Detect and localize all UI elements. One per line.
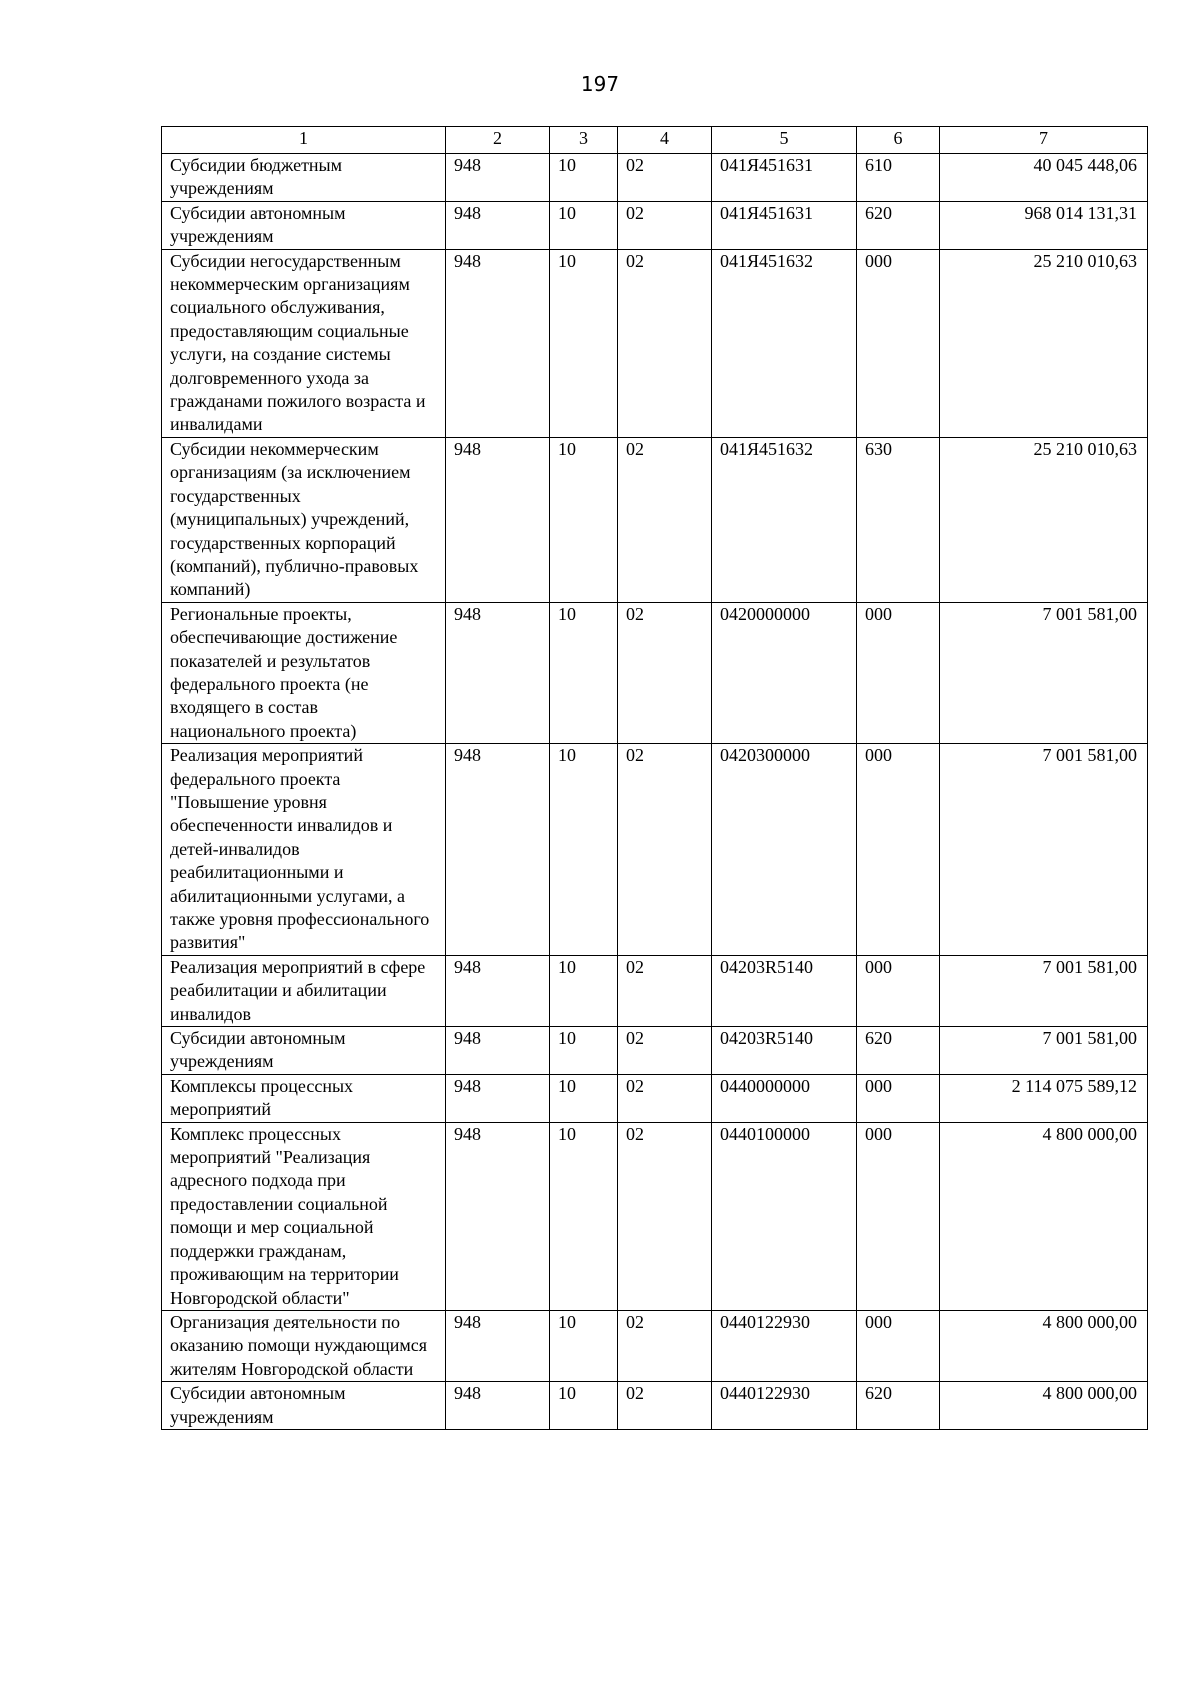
header-row [162, 127, 1148, 154]
table-row [162, 201, 1148, 249]
column-header-2: 2 [446, 127, 550, 154]
table-row [162, 1074, 1148, 1122]
row-section: 10 [550, 1382, 618, 1430]
row-subsection: 02 [618, 249, 712, 437]
row-amount: 40 045 448,06 [940, 154, 1148, 202]
row-section: 10 [550, 602, 618, 743]
row-expense-type: 000 [857, 1122, 940, 1310]
column-header-3: 3 [550, 127, 618, 154]
table-row [162, 955, 1148, 1026]
row-admin-code: 948 [446, 154, 550, 202]
table-row [162, 1122, 1148, 1310]
row-section: 10 [550, 201, 618, 249]
table-row [162, 1310, 1148, 1381]
table-row [162, 437, 1148, 602]
row-admin-code: 948 [446, 1382, 550, 1430]
row-amount: 4 800 000,00 [940, 1122, 1148, 1310]
table-row [162, 154, 1148, 202]
row-expense-type: 000 [857, 602, 940, 743]
row-section: 10 [550, 1122, 618, 1310]
row-name: Субсидии некоммерческим организациям (за исключением государственных (муниципальных) учреждений, государственных корпораций (компаний), публично-правовых компаний) [162, 437, 446, 602]
column-header-1: 1 [162, 127, 446, 154]
row-subsection: 02 [618, 437, 712, 602]
row-admin-code: 948 [446, 249, 550, 437]
row-amount: 7 001 581,00 [940, 1027, 1148, 1075]
row-target-article: 041Я451632 [712, 437, 857, 602]
row-expense-type: 620 [857, 201, 940, 249]
row-amount: 7 001 581,00 [940, 602, 1148, 743]
row-target-article: 0440000000 [712, 1074, 857, 1122]
column-header-7: 7 [940, 127, 1148, 154]
row-admin-code: 948 [446, 744, 550, 956]
row-name: Субсидии автономным учреждениям [162, 201, 446, 249]
row-subsection: 02 [618, 955, 712, 1026]
row-expense-type: 630 [857, 437, 940, 602]
row-expense-type: 610 [857, 154, 940, 202]
row-subsection: 02 [618, 1074, 712, 1122]
row-target-article: 0440122930 [712, 1382, 857, 1430]
row-name: Организация деятельности по оказанию помощи нуждающимся жителям Новгородской области [162, 1310, 446, 1381]
row-subsection: 02 [618, 154, 712, 202]
row-section: 10 [550, 1074, 618, 1122]
table-row [162, 1382, 1148, 1430]
table-header [162, 127, 1148, 154]
table-row [162, 744, 1148, 956]
row-target-article: 04203R5140 [712, 955, 857, 1026]
row-name: Субсидии бюджетным учреждениям [162, 154, 446, 202]
row-name: Субсидии негосударственным некоммерческим организациям социального обслуживания, предоставляющим социальные услуги, на создание системы долговременного ухода за гражданами пожилого возраста и инвалидами [162, 249, 446, 437]
table-row [162, 602, 1148, 743]
row-target-article: 0420000000 [712, 602, 857, 743]
row-admin-code: 948 [446, 201, 550, 249]
row-amount: 7 001 581,00 [940, 744, 1148, 956]
column-header-4: 4 [618, 127, 712, 154]
row-amount: 4 800 000,00 [940, 1310, 1148, 1381]
budget-table [161, 126, 1148, 1430]
row-name: Субсидии автономным учреждениям [162, 1027, 446, 1075]
row-subsection: 02 [618, 1310, 712, 1381]
column-header-6: 6 [857, 127, 940, 154]
table-body [162, 154, 1148, 1430]
row-subsection: 02 [618, 1122, 712, 1310]
row-expense-type: 000 [857, 1074, 940, 1122]
row-amount: 25 210 010,63 [940, 437, 1148, 602]
row-admin-code: 948 [446, 437, 550, 602]
row-target-article: 0420300000 [712, 744, 857, 956]
row-subsection: 02 [618, 1027, 712, 1075]
row-amount: 25 210 010,63 [940, 249, 1148, 437]
row-admin-code: 948 [446, 1122, 550, 1310]
row-admin-code: 948 [446, 1310, 550, 1381]
row-expense-type: 620 [857, 1382, 940, 1430]
row-name: Комплекс процессных мероприятий "Реализация адресного подхода при предоставлении социальной помощи и мер социальной поддержки гражданам, проживающим на территории Новгородской области" [162, 1122, 446, 1310]
row-expense-type: 000 [857, 1310, 940, 1381]
row-section: 10 [550, 437, 618, 602]
row-expense-type: 620 [857, 1027, 940, 1075]
column-header-5: 5 [712, 127, 857, 154]
row-name: Региональные проекты, обеспечивающие достижение показателей и результатов федерального проекта (не входящего в состав национального проекта) [162, 602, 446, 743]
row-section: 10 [550, 1310, 618, 1381]
row-target-article: 0440122930 [712, 1310, 857, 1381]
row-subsection: 02 [618, 744, 712, 956]
row-expense-type: 000 [857, 955, 940, 1026]
row-subsection: 02 [618, 602, 712, 743]
table-row [162, 249, 1148, 437]
row-subsection: 02 [618, 1382, 712, 1430]
row-target-article: 04203R5140 [712, 1027, 857, 1075]
row-amount: 4 800 000,00 [940, 1382, 1148, 1430]
row-section: 10 [550, 955, 618, 1026]
row-subsection: 02 [618, 201, 712, 249]
row-admin-code: 948 [446, 602, 550, 743]
row-expense-type: 000 [857, 744, 940, 956]
row-target-article: 041Я451632 [712, 249, 857, 437]
row-name: Реализация мероприятий федерального проекта "Повышение уровня обеспеченности инвалидов и детей-инвалидов реабилитационными и абилитационными услугами, а также уровня профессионального развития" [162, 744, 446, 956]
row-target-article: 041Я451631 [712, 154, 857, 202]
row-section: 10 [550, 154, 618, 202]
row-target-article: 041Я451631 [712, 201, 857, 249]
row-amount: 7 001 581,00 [940, 955, 1148, 1026]
row-section: 10 [550, 744, 618, 956]
row-admin-code: 948 [446, 955, 550, 1026]
row-expense-type: 000 [857, 249, 940, 437]
row-admin-code: 948 [446, 1074, 550, 1122]
row-amount: 2 114 075 589,12 [940, 1074, 1148, 1122]
row-target-article: 0440100000 [712, 1122, 857, 1310]
row-admin-code: 948 [446, 1027, 550, 1075]
row-section: 10 [550, 1027, 618, 1075]
row-name: Комплексы процессных мероприятий [162, 1074, 446, 1122]
row-amount: 968 014 131,31 [940, 201, 1148, 249]
row-name: Субсидии автономным учреждениям [162, 1382, 446, 1430]
row-name: Реализация мероприятий в сфере реабилитации и абилитации инвалидов [162, 955, 446, 1026]
table-row [162, 1027, 1148, 1075]
page-number: 197 [580, 72, 620, 96]
row-section: 10 [550, 249, 618, 437]
